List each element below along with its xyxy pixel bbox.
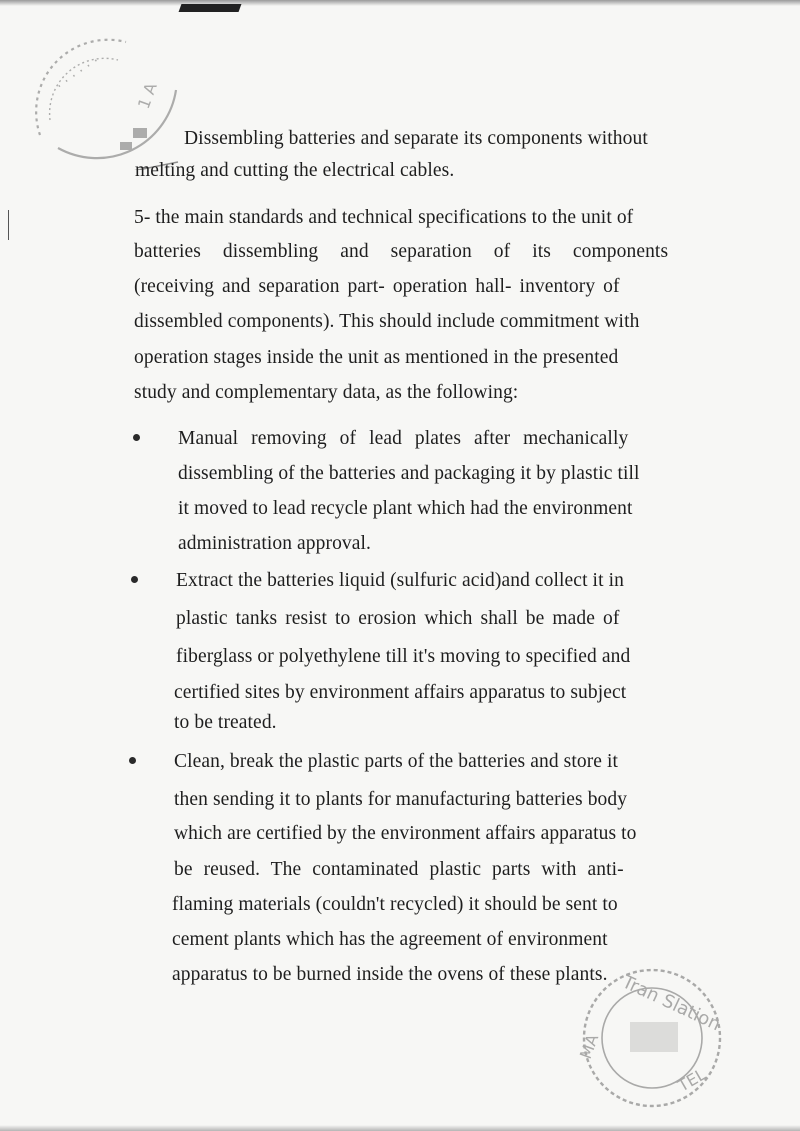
list-bullet	[133, 434, 140, 441]
paragraph-line: melting and cutting the electrical cables.	[135, 160, 455, 181]
paragraph-line: dissembled components). This should include commitment with	[134, 311, 640, 332]
list-item-line: then sending it to plants for manufacturing batteries body	[174, 789, 628, 810]
translation-stamp-top	[28, 30, 188, 170]
svg-text:1 A: 1 A	[133, 80, 161, 112]
list-item-line: apparatus to be burned inside the ovens of these plants.	[172, 964, 608, 985]
scan-top-mark	[179, 4, 242, 12]
paragraph-line: Dissembling batteries and separate its components without	[184, 128, 648, 149]
list-item-line: be reused. The contaminated plastic parts with anti-	[174, 859, 624, 880]
list-item-line: Extract the batteries liquid (sulfuric acid)and collect it in	[176, 570, 624, 591]
list-item-line: Manual removing of lead plates after mechanically	[178, 428, 629, 449]
list-item-line: Clean, break the plastic parts of the batteries and store it	[174, 751, 619, 772]
list-item-line: to be treated.	[174, 712, 277, 733]
scan-left-mark	[8, 210, 9, 240]
paragraph-line: batteries dissembling and separation of its components	[134, 241, 669, 262]
list-item-line: fiberglass or polyethylene till it's moving to specified and	[176, 646, 631, 667]
svg-text:MA: MA	[575, 1031, 603, 1062]
paragraph-line: operation stages inside the unit as mentioned in the presented	[134, 347, 619, 368]
paragraph-line: 5- the main standards and technical specifications to the unit of	[134, 207, 634, 228]
list-item-line: which are certified by the environment affairs apparatus to	[174, 823, 637, 844]
list-item-line: administration approval.	[178, 533, 372, 554]
paragraph-line: study and complementary data, as the following:	[134, 382, 519, 403]
list-item-line: plastic tanks resist to erosion which shall be made of	[176, 608, 620, 629]
svg-text:. . . . . .: . . . . . .	[51, 50, 101, 92]
paragraph-line: (receiving and separation part- operation hall- inventory of	[134, 276, 620, 297]
list-bullet	[131, 576, 138, 583]
list-item-line: certified sites by environment affairs apparatus to subject	[174, 682, 627, 703]
list-item-line: flaming materials (couldn't recycled) it should be sent to	[172, 894, 618, 915]
list-bullet	[129, 757, 136, 764]
svg-text:Tran Slation: Tran Slation	[618, 971, 724, 1036]
svg-text:TEL: TEL	[674, 1064, 709, 1096]
list-item-line: cement plants which has the agreement of environment	[172, 929, 608, 950]
list-item-line: dissembling of the batteries and packaging it by plastic till	[178, 463, 640, 484]
scan-bottom-edge	[0, 1125, 800, 1131]
list-item-line: it moved to lead recycle plant which had the environment	[178, 498, 633, 519]
scan-top-edge	[0, 0, 800, 6]
